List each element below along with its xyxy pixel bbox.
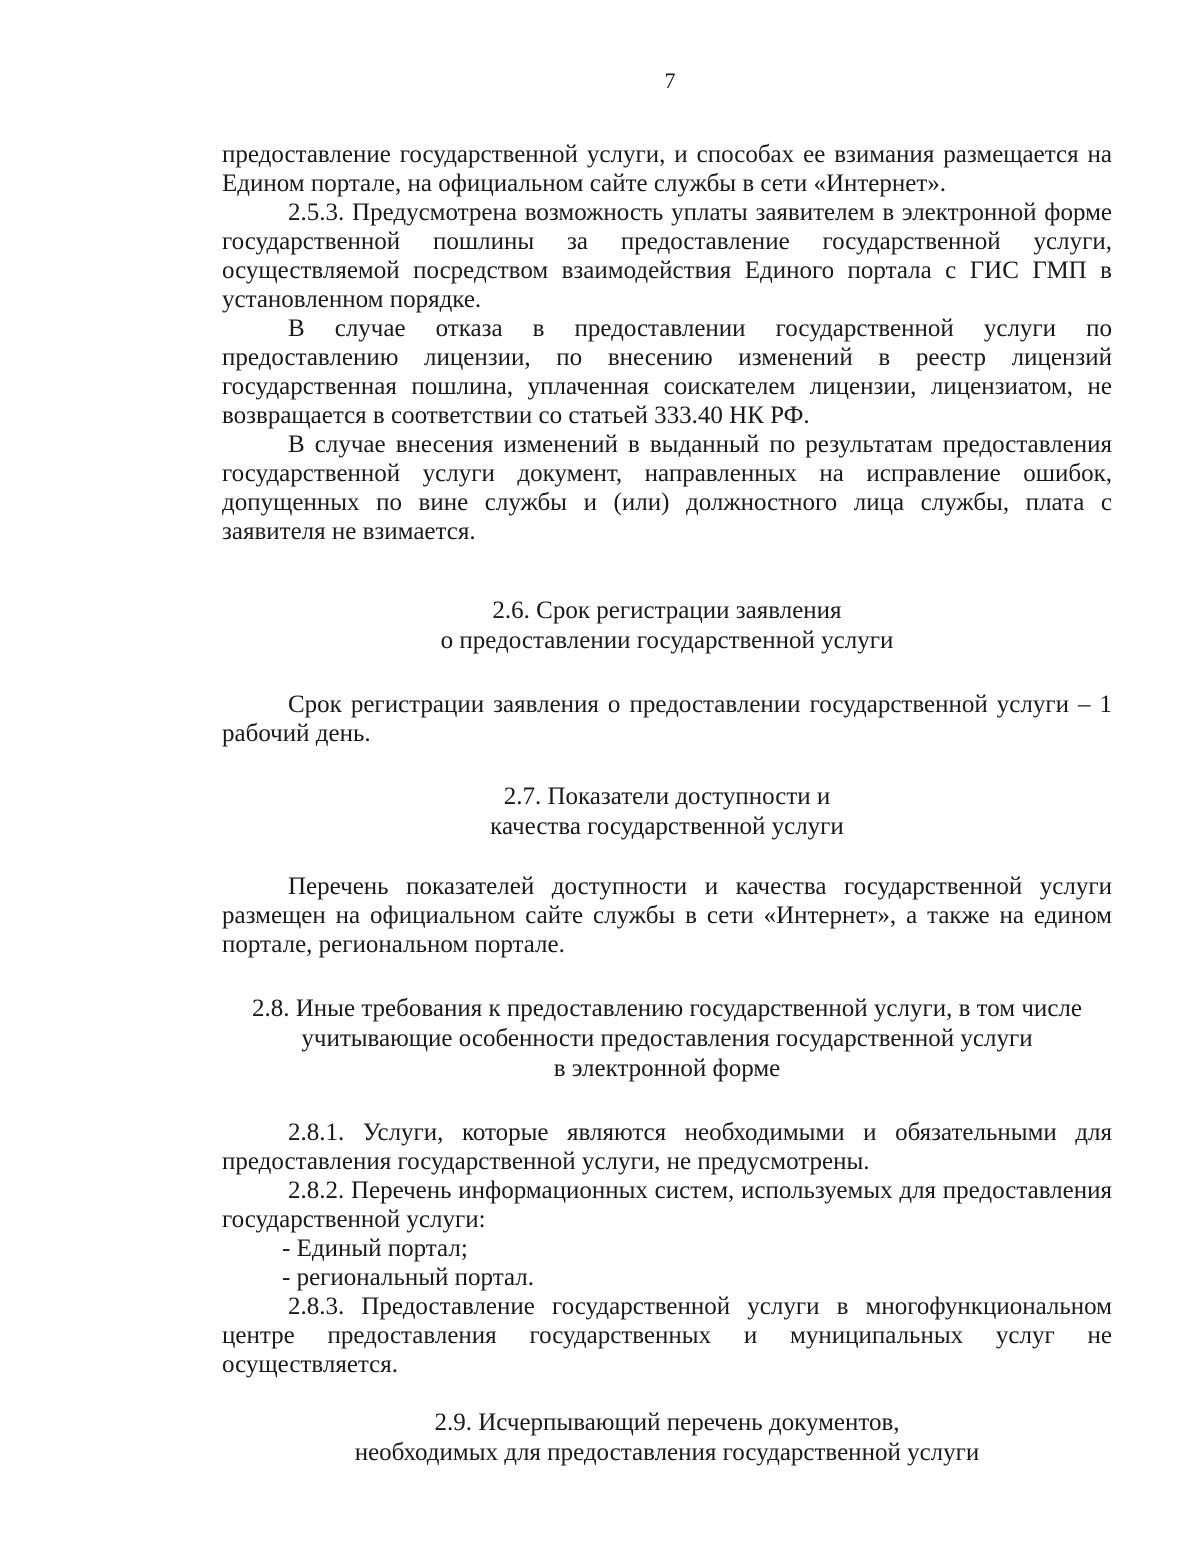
heading-line: 2.6. Срок регистрации заявления [492, 597, 842, 624]
paragraph-registration-term: Срок регистрации заявления о предоставлении государственной услуги – 1 рабочий день. [222, 691, 1112, 747]
heading-line: необходимых для предоставления государственной услуги [354, 1439, 980, 1466]
heading-line: качества государственной услуги [490, 813, 844, 840]
heading-line: в электронной форме [553, 1055, 781, 1082]
section-2-7-heading [222, 782, 1112, 842]
heading-line: о предоставлении государственной услуги [440, 627, 894, 654]
section-2-7-body [222, 872, 1112, 959]
fee-paragraphs [222, 140, 1112, 546]
heading-line: 2.8. Иные требования к предоставлению государственной услуги, в том числе [252, 995, 1082, 1022]
section-2-8-body [222, 1118, 1112, 1379]
list-item: - региональный портал. [282, 1264, 535, 1291]
list-item: - Единый портал; [282, 1235, 468, 1262]
paragraph-2-5-3: 2.5.3. Предусмотрена возможность уплаты заявителем в электронной форме государственной пошлины за предоставление государственной услуги, осуществляемой посредством взаимодействия Единого портала с ГИС ГМП в установленном порядке. [222, 199, 1112, 313]
paragraph-refusal-fee: В случае отказа в предоставлении государственной услуги по предоставлению лицензии, по внесению изменений в реестр лицензий государственная пошлина, уплаченная соискателем лицензии, лицензиатом, не возвращается в соответствии со статьей 333.40 НК РФ. [222, 315, 1112, 429]
heading-line: 2.7. Показатели доступности и [503, 783, 831, 810]
paragraph-2-8-3: 2.8.3. Предоставление государственной услуги в многофункциональном центре предоставления государственных и муниципальных услуг не осуществляется. [222, 1293, 1112, 1378]
page-number: 7 [664, 68, 676, 93]
heading-line: учитывающие особенности предоставления государственной услуги [301, 1025, 1033, 1052]
paragraph-2-8-1: 2.8.1. Услуги, которые являются необходимыми и обязательными для предоставления государственной услуги, не предусмотрены. [222, 1119, 1112, 1175]
section-2-6-heading [222, 596, 1112, 656]
section-2-8-heading [222, 994, 1112, 1084]
paragraph-no-fee-correction: В случае внесения изменений в выданный по результатам предоставления государственной услуги документ, направленных на исправление ошибок, допущенных по вине службы и (или) должностного лица службы, плата с заявителя не взимается. [222, 431, 1112, 545]
paragraph-quality-indicators: Перечень показателей доступности и качества государственной услуги размещен на официальном сайте службы в сети «Интернет», а также на едином портале, региональном портале. [222, 873, 1112, 958]
paragraph-fee-info: предоставление государственной услуги, и способах ее взимания размещается на Едином портале, на официальном сайте службы в сети «Интернет». [222, 141, 1112, 197]
paragraph-2-8-2: 2.8.2. Перечень информационных систем, используемых для предоставления государственной услуги: [222, 1177, 1112, 1233]
section-2-6-body [222, 690, 1112, 748]
heading-line: 2.9. Исчерпывающий перечень документов, [434, 1409, 900, 1436]
section-2-9-heading [222, 1408, 1112, 1468]
